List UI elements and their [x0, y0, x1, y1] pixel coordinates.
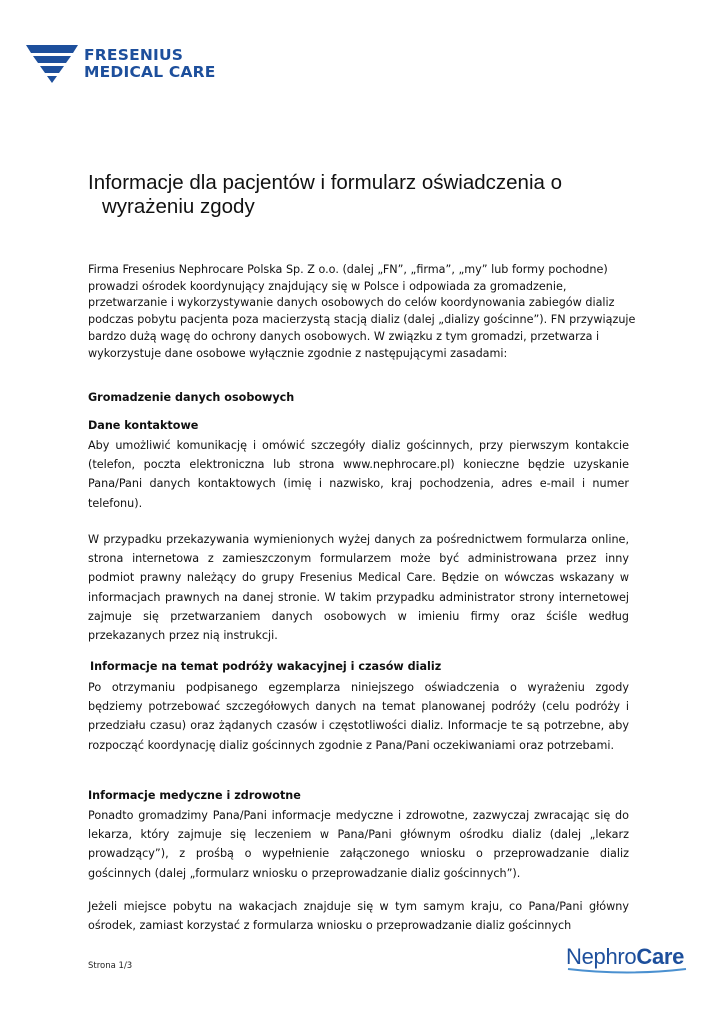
nephrocare-swoosh-icon: [566, 966, 688, 976]
medical-paragraph-1: Ponadto gromadzimy Pana/Pani informacje medyczne i zdrowotne, zazwyczaj zwracając się do lekarza, który zajmuje się leczeniem w Pana/Pani głównym ośrodku dializ (dalej „lekarz prowadzący”), z prośbą o wypełnienie załączonego wniosku o przeprowadzanie dializ gościnnych (dalej „formularz wniosku o przeprowadzanie dializ gościnnych”).: [88, 809, 629, 880]
logo-line-1: FRESENIUS: [84, 46, 184, 64]
nephrocare-logo: [566, 944, 688, 976]
medical-paragraph-2: Jeżeli miejsce pobytu na wakacjach znajduje się w tym samym kraju, co Pana/Pani główny ośrodek, zamiast korzystać z formularza wniosku o przeprowadzanie dializ gościnnych: [88, 900, 629, 933]
contact-paragraph-1: Aby umożliwić komunikację i omówić szczegóły dializ gościnnych, przy pierwszym kontakcie (telefon, poczta elektroniczna lub strona www.nephrocare.pl) konieczne będzie uzyskanie Pana/Pani danych kontaktowych (imię i nazwisko, kraj pochodzenia, adres e-mail i numer telefonu).: [88, 439, 629, 510]
nephrocare-logo-part-2: Care: [636, 944, 685, 969]
page-number: Strona 1/3: [88, 961, 133, 971]
logo-line-2: MEDICAL CARE: [84, 63, 216, 81]
intro-paragraph: Firma Fresenius Nephrocare Polska Sp. Z o.o. (dalej „FN”, „firma”, „my” lub formy pochodne) prowadzi ośrodek koordynujący znajdujący się w Polsce i odpowiada za gromadzenie, przetwarzanie i wykorzystywanie danych osobowych do celów koordynowania zabiegów dializ podczas pobytu pacjenta poza macierzystą stacją dializ (dalej „dializy gościnne”). FN przywiązuje bardzo dużą wagę do ochrony danych osobowych. W związku z tym gromadzi, przetwarza i wykorzystuje dane osobowe wyłącznie zgodnie z następującymi zasadami:: [88, 263, 636, 360]
nephrocare-logo-part-1: Nephro: [566, 944, 637, 969]
title-line-1: Informacje dla pacjentów i formularz oświadczenia o: [88, 171, 563, 194]
contact-paragraph-2: W przypadku przekazywania wymienionych wyżej danych za pośrednictwem formularza online, strona internetowa z zamieszczonym formularzem może być administrowana przez inny podmiot prawny należący do grupy Fresenius Medical Care. Będzie on wówczas wskazany w informacjach prawnych na danej stronie. W takim przypadku administrator strony internetowej zajmuje się przetwarzaniem danych osobowych w imieniu firmy oraz ściśle według przekazanych przez nią instrukcji.: [88, 533, 629, 643]
travel-heading: Informacje na temat podróży wakacyjnej i czasów dializ: [90, 660, 442, 673]
document-title: [88, 171, 648, 219]
section-heading: Gromadzenie danych osobowych: [88, 391, 295, 404]
fresenius-logo-text: [84, 47, 216, 81]
title-line-2: wyrażeniu zgody: [102, 195, 255, 218]
fresenius-logo: [26, 43, 226, 87]
fresenius-wing-icon: [26, 43, 78, 83]
contact-heading: Dane kontaktowe: [88, 419, 199, 432]
medical-heading: Informacje medyczne i zdrowotne: [88, 789, 301, 802]
travel-paragraph: Po otrzymaniu podpisanego egzemplarza niniejszego oświadczenia o wyrażeniu zgody będziemy potrzebować szczegółowych danych na temat planowanej podróży (celu podróży i przedziału czasu) oraz żądanych czasów i częstotliwości dializ. Informacje te są potrzebne, aby rozpocząć koordynację dializ gościnnych zgodnie z Pana/Pani oczekiwaniami oraz potrzebami.: [88, 681, 629, 752]
